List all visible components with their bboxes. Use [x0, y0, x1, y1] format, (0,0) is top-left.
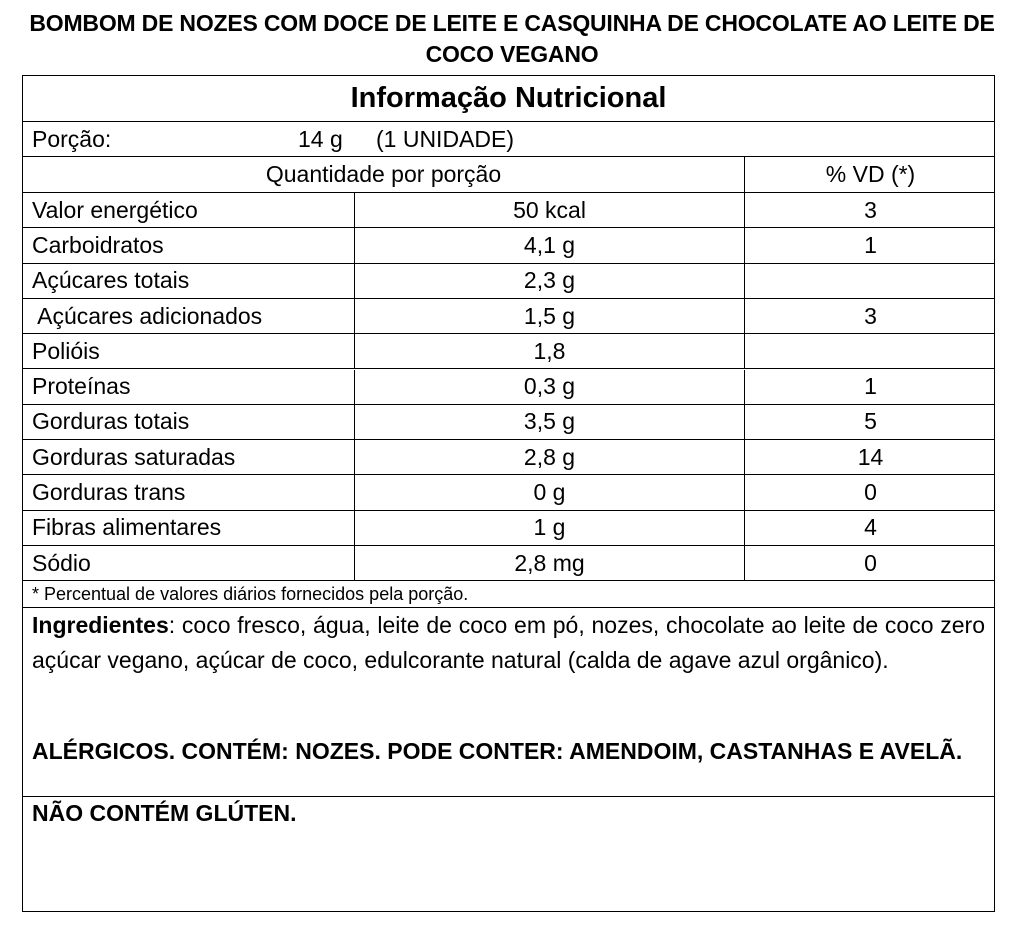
nutrient-amount: 50 kcal [354, 193, 744, 227]
gluten-statement: NÃO CONTÉM GLÚTEN. [32, 800, 297, 826]
nutrient-name: Valor energético [32, 196, 198, 223]
nutrient-name: Fibras alimentares [32, 514, 222, 541]
header-quantity: Quantidade por porção [265, 161, 502, 187]
portion-row [23, 122, 994, 157]
nutrient-row [23, 228, 994, 263]
nutrient-amount: 0,3 g [354, 370, 744, 404]
nutrient-vd: 4 [744, 511, 996, 545]
divider [23, 796, 994, 797]
nutrient-name: Açúcares totais [32, 267, 190, 294]
portion-unit: (1 UNIDADE) [376, 125, 515, 152]
nutrient-vd [744, 334, 996, 368]
table-title: Informação Nutricional [350, 82, 667, 114]
nutrient-amount: 1,5 g [354, 299, 744, 333]
header-row [23, 157, 994, 193]
nutrient-amount: 4,1 g [354, 228, 744, 262]
nutrient-vd: 3 [744, 299, 996, 333]
nutrient-amount: 1 g [354, 511, 744, 545]
nutrient-row [23, 299, 994, 334]
nutrient-amount: 2,8 mg [354, 546, 744, 580]
nutrient-row [23, 193, 994, 228]
nutrient-row [23, 264, 994, 299]
nutrient-row [23, 405, 994, 440]
portion-label: Porção: [32, 125, 112, 152]
nutrient-name: Açúcares adicionados [32, 302, 263, 329]
header-vd: % VD (*) [744, 157, 996, 192]
nutrient-vd [744, 264, 996, 298]
nutrient-vd: 14 [744, 440, 996, 474]
table-title-row [23, 76, 994, 122]
nutrient-amount: 3,5 g [354, 405, 744, 439]
nutrient-row [23, 440, 994, 475]
product-title: BOMBOM DE NOZES COM DOCE DE LEITE E CASQUINHA DE CHOCOLATE AO LEITE DE COCO VEGANO [29, 10, 995, 67]
nutrient-amount: 2,8 g [354, 440, 744, 474]
nutrient-vd: 1 [744, 370, 996, 404]
allergens-statement: ALÉRGICOS. CONTÉM: NOZES. PODE CONTER: AMENDOIM, CASTANHAS E AVELÃ. [32, 738, 963, 764]
ingredients-text: : coco fresco, água, leite de coco em pó, nozes, chocolate ao leite de coco zero açúcar vegano, açúcar de coco, edulcorante natural (calda de agave azul orgânico). [32, 612, 985, 673]
nutrient-amount: 0 g [354, 475, 744, 509]
nutrition-label-panel [22, 75, 995, 912]
nutrient-name: Gorduras trans [32, 479, 186, 506]
nutrient-vd: 3 [744, 193, 996, 227]
nutrient-row [23, 475, 994, 510]
nutrient-row [23, 334, 994, 369]
nutrient-name: Gorduras saturadas [32, 443, 236, 470]
nutrient-name: Gorduras totais [32, 408, 190, 435]
nutrient-name: Sódio [32, 549, 91, 576]
footnote: * Percentual de valores diários fornecidos pela porção. [32, 583, 469, 604]
nutrient-row [23, 511, 994, 546]
nutrient-amount: 2,3 g [354, 264, 744, 298]
nutrient-row [23, 546, 994, 581]
nutrient-vd: 1 [744, 228, 996, 262]
nutrient-amount: 1,8 [354, 334, 744, 368]
nutrient-row [23, 370, 994, 405]
nutrient-vd: 0 [744, 475, 996, 509]
nutrient-name: Polióis [32, 337, 100, 364]
nutrient-name: Proteínas [32, 373, 131, 400]
portion-value: 14 g [298, 125, 343, 152]
nutrient-vd: 0 [744, 546, 996, 580]
ingredients-label: Ingredientes [32, 612, 169, 638]
footnote-row [23, 581, 994, 608]
nutrient-name: Carboidratos [32, 231, 164, 258]
ingredients-block [23, 608, 994, 678]
nutrient-vd: 5 [744, 405, 996, 439]
